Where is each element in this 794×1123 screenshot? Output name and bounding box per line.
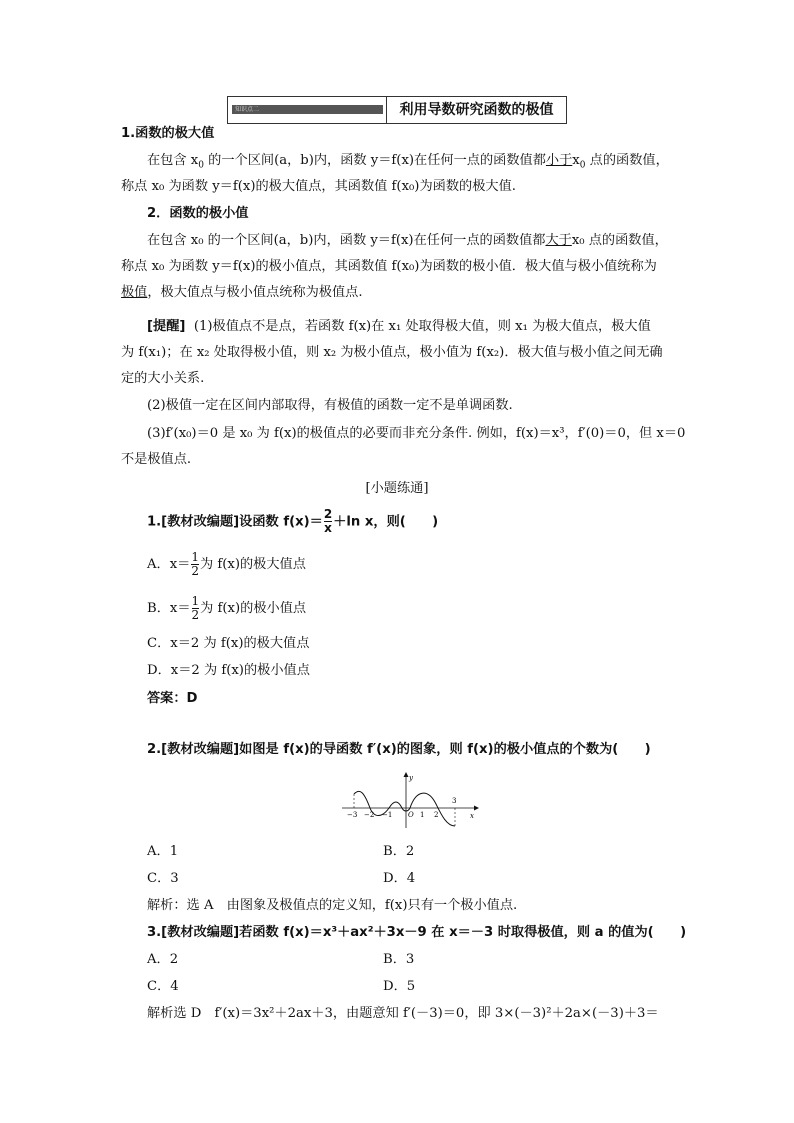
sec1-line2: 称点 x₀ 为函数 y＝f(x)的极大值点，其函数值 f(x₀)为函数的极大值. [121,179,516,194]
tips-line2: 为 f(x₁)；在 x₂ 处取得极小值，则 x₂ 为极小值点，极小值为 f(x₂)．极大值与极小值之间无确 [121,345,663,360]
tips-line3: 定的大小关系. [121,371,205,386]
q2-option-c: C．3 [147,871,179,886]
sec1-line1: 在包含 $x_0$ 的一个区间(a，b)内，函数 y＝f(x)在任何一点的函数值都小于$x_0$ 点的函数值， [147,153,669,171]
q1-option-a: A．x＝ $\frac{1}{2}$ 为 f(x)的极大值点 [147,550,306,578]
q3-option-a: A．2 [147,952,179,967]
q3-option-d: D．5 [383,979,416,994]
q3-option-b: B．3 [383,952,415,967]
q2-solution: 解析：选 A 由图象及极值点的定义知，f(x)只有一个极小值点. [147,898,518,913]
origin-label: O [408,811,414,819]
q2-option-d: D．4 [383,871,416,886]
sec2-line3: 极值，极大值点与极小值点统称为极值点. [121,285,363,300]
q1-answer: 答案：D [147,691,198,706]
q3-stem: 3.[教材改编题]若函数 f(x)＝x³＋ax²＋3x－9 在 x＝－3 时取得极值，则 a 的值为( ) [147,925,687,940]
tips-line4: (2)极值一定在区间内部取得，有极值的函数一定不是单调函数. [147,398,513,413]
tick-label: −1 [382,811,393,819]
section-title: 利用导数研究函数的极值 [399,102,554,118]
y-axis-label: y [409,774,413,782]
q1-stem: 1.[教材改编题]设函数 f(x)＝ $\frac{2}{x}$ ＋ln x，则( ) [147,507,439,535]
section-tag-chip: 知识点二 [232,105,383,114]
q1-option-d: D．x＝2 为 f(x)的极小值点 [147,663,310,678]
sec2-title: 2．函数的极小值 [147,206,249,221]
q1-option-c: C．x＝2 为 f(x)的极大值点 [147,636,310,651]
section-tag [228,97,387,123]
tick-label: −2 [364,811,375,819]
q2-option-b: B．2 [383,844,415,859]
tick-label: 1 [420,811,425,819]
q3-option-c: C．4 [147,979,179,994]
tick-label: 2 [434,811,439,819]
tips-line6: 不是极值点. [121,452,192,467]
q1-option-b: B．x＝ $\frac{1}{2}$ 为 f(x)的极小值点 [147,594,307,622]
x-axis-label: x [470,812,474,820]
tick-label: 3 [452,797,457,805]
q2-option-a: A．1 [147,844,179,859]
tick-label: −3 [347,811,358,819]
sec2-line1: 在包含 x₀ 的一个区间(a，b)内，函数 y＝f(x)在任何一点的函数值都大于x₀ 点的函数值， [147,233,668,248]
derivative-graph [342,770,482,830]
q3-solution: 解析选 D f′(x)＝3x²＋2ax＋3，由题意知 f′(－3)＝0，即 3×(－3)²＋2a×(－3)＋3＝ [147,1006,659,1021]
tips-line5: (3)f′(x₀)＝0 是 x₀ 为 f(x)的极值点的必要而非充分条件. 例如，f(x)＝x³，f′(0)＝0，但 x＝0 [147,426,686,441]
q1-fraction: $\frac{2}{x}$ [323,507,333,535]
practice-title: [小题练通] [365,481,429,496]
derivative-curve [354,791,455,826]
q2-stem: 2.[教材改编题]如图是 f(x)的导函数 f′(x)的图象，则 f(x)的极小值点的个数为( ) [147,742,651,757]
tips-line1: [提醒] (1)极值点不是点，若函数 f(x)在 x₁ 处取得极大值，则 x₁ 为极大值点，极大值 [147,319,651,334]
sec2-line2: 称点 x₀ 为函数 y＝f(x)的极小值点，其函数值 f(x₀)为函数的极小值．极大值与极小值统称为 [121,259,657,274]
section-header [227,96,567,124]
sec1-title: 1.函数的极大值 [121,126,215,141]
